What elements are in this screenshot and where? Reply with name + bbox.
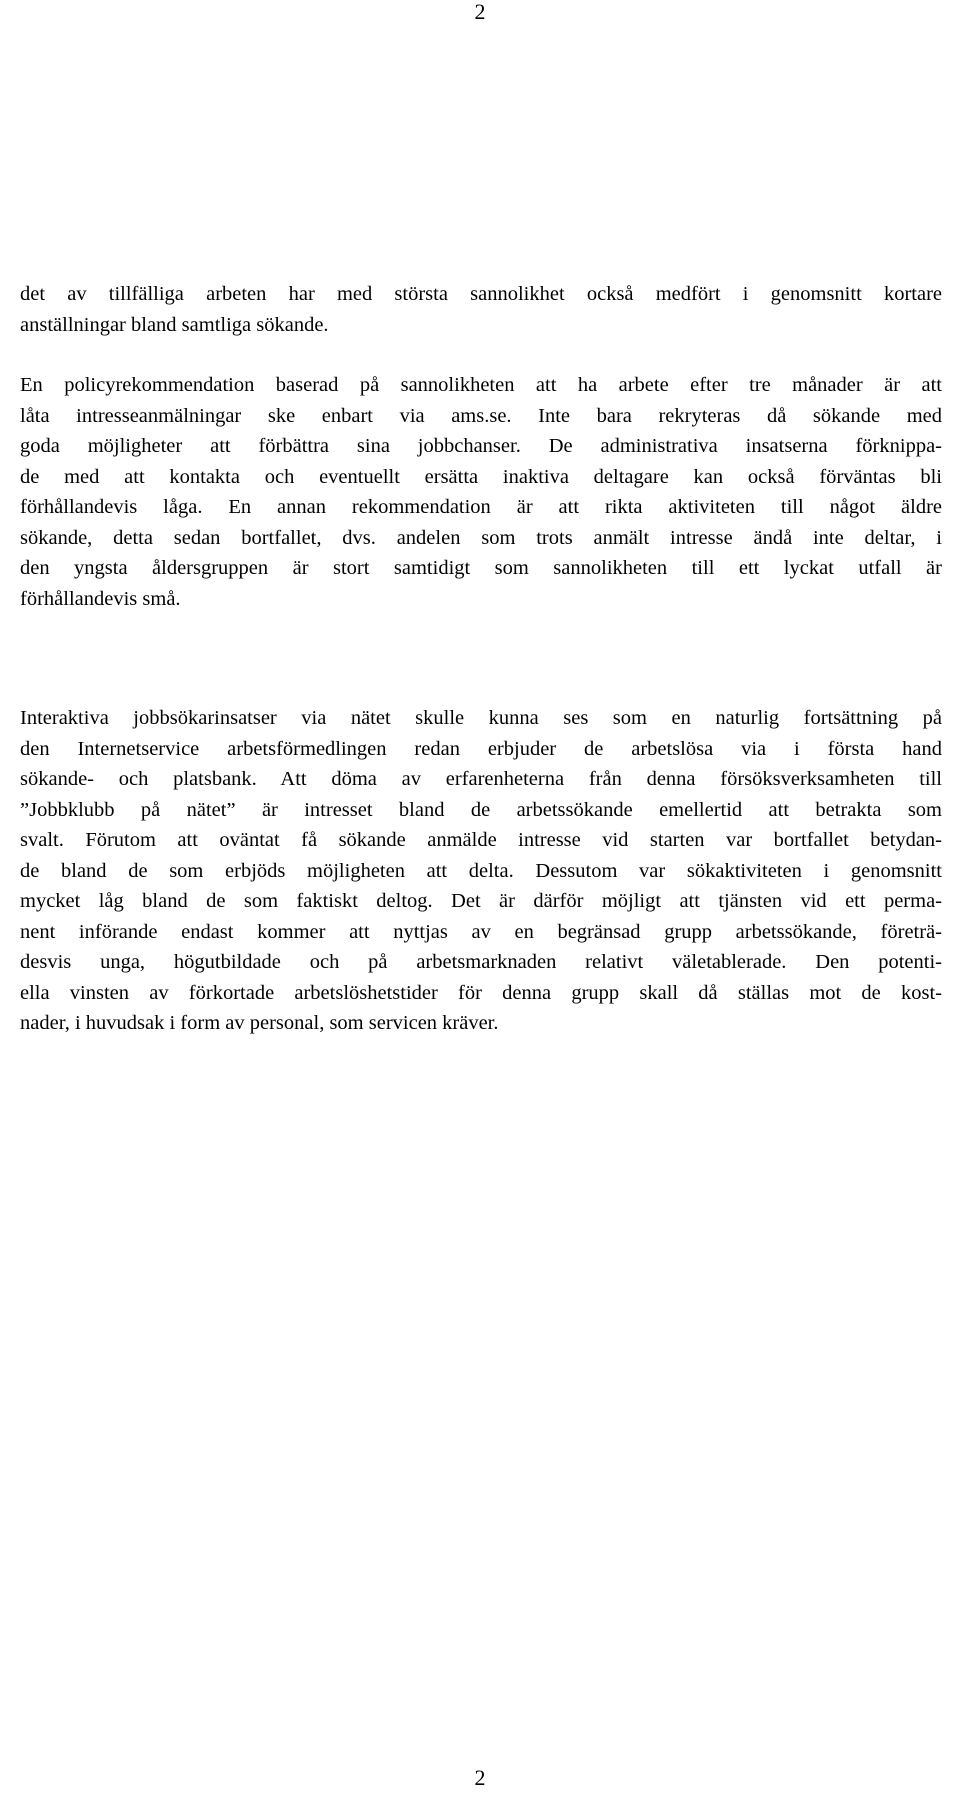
text-line: det av tillfälliga arbeten har med största sannolikhet också medfört i genomsnitt kortare	[20, 283, 942, 305]
text-line: nader, i huvudsak i form av personal, som servicen kräver.	[20, 1012, 499, 1034]
page-number-bottom: 2	[474, 1765, 486, 1790]
text-line: desvis unga, högutbildade och på arbetsmarknaden relativt väletablerade. Den potenti-	[20, 951, 942, 973]
text-line: ”Jobbklubb på nätet” är intresset bland de arbetssökande emellertid att betrakta som	[20, 798, 942, 821]
text-line: de med att kontakta och eventuellt ersätta inaktiva deltagare kan också förväntas bli	[20, 465, 942, 488]
text-line: mycket låg bland de som faktiskt deltog. Det är därför möjligt att tjänsten vid ett perma-	[20, 890, 942, 912]
text-line: de bland de som erbjöds möjligheten att delta. Dessutom var sökaktiviteten i genomsnitt	[20, 859, 942, 882]
text-line: anställningar bland samtliga sökande.	[20, 313, 329, 336]
text-line: ella vinsten av förkortade arbetslöshetstider för denna grupp skall då ställas mot de kost-	[20, 981, 942, 1004]
text-line: nent införande endast kommer att nyttjas av en begränsad grupp arbetssökande, företrä-	[20, 920, 942, 943]
text-line: förhållandevis låga. En annan rekommendation är att rikta aktiviteten till något äldre	[20, 496, 942, 518]
paragraph-2	[20, 370, 942, 614]
text-line: En policyrekommendation baserad på sannolikheten att ha arbete efter tre månader är att	[20, 374, 942, 396]
text-line: goda möjligheter att förbättra sina jobbchanser. De administrativa insatserna förknippa-	[20, 435, 942, 457]
text-line: svalt. Förutom att oväntat få sökande anmälde intresse vid starten var bortfallet betydan-	[20, 829, 942, 851]
text-line: sökande- och platsbank. Att döma av erfarenheterna från denna försöksverksamheten till	[20, 768, 942, 790]
text-line: förhållandevis små.	[20, 587, 181, 610]
text-line: sökande, detta sedan bortfallet, dvs. andelen som trots anmält intresse ändå inte deltar, i	[20, 526, 942, 549]
text-line: Interaktiva jobbsökarinsatser via nätet skulle kunna ses som en naturlig fortsättning på	[20, 707, 942, 729]
paragraph-3	[20, 703, 942, 1039]
page-number-top: 2	[474, 0, 486, 24]
text-line: den yngsta åldersgruppen är stort samtidigt som sannolikheten till ett lyckat utfall är	[20, 557, 942, 579]
text-line: den Internetservice arbetsförmedlingen redan erbjuder de arbetslösa via i första hand	[20, 737, 942, 760]
text-line: låta intresseanmälningar ske enbart via ams.se. Inte bara rekryteras då sökande med	[20, 404, 942, 427]
paragraph-1	[20, 279, 942, 340]
